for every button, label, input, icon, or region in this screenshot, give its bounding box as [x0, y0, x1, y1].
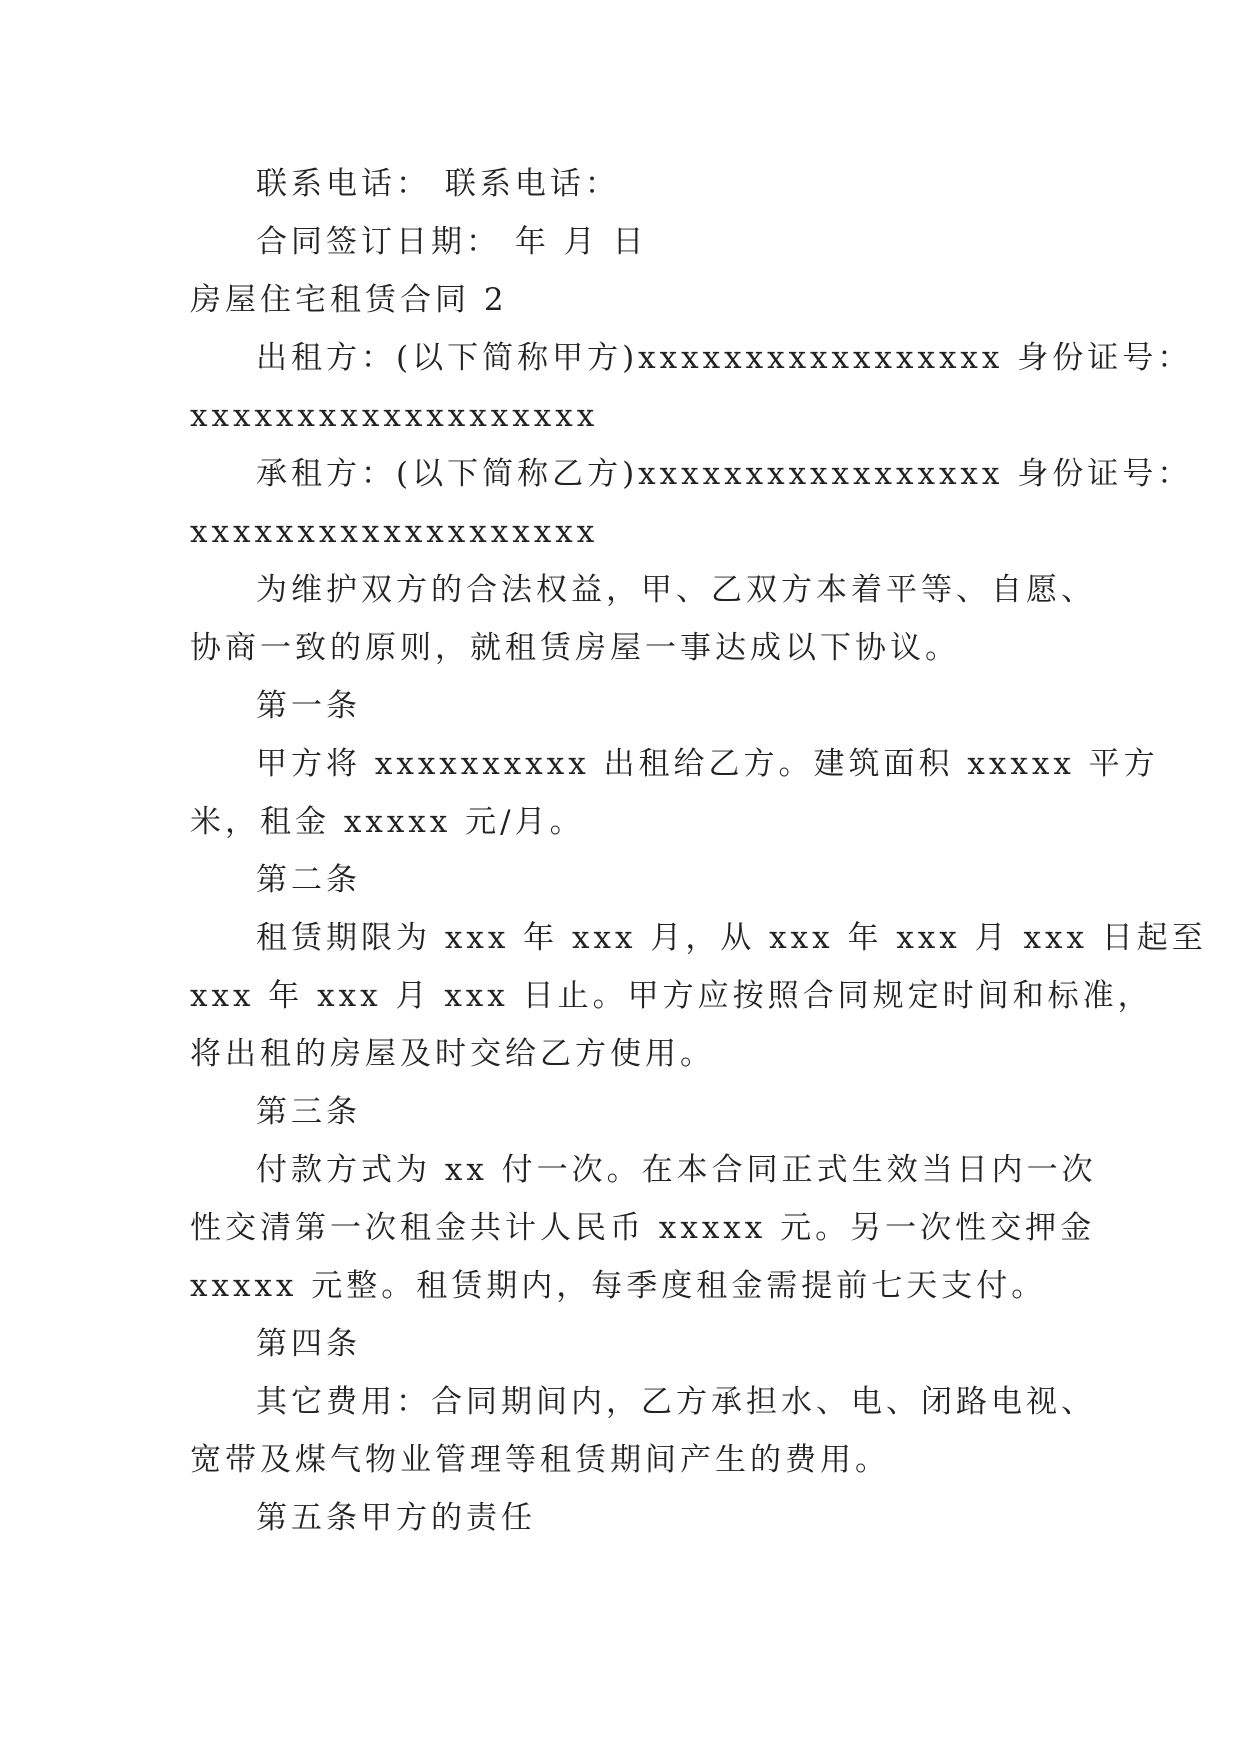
- article-2-heading: 第二条: [256, 862, 361, 898]
- lessor-line: 出租方：(以下简称甲方)xxxxxxxxxxxxxxxxx 身份证号：: [256, 340, 1193, 376]
- preamble-line-2: 协商一致的原则，就租赁房屋一事达成以下协议。: [190, 630, 960, 666]
- article-1-heading: 第一条: [256, 688, 361, 724]
- article-1-line-2: 米，租金 xxxxx 元/月。: [190, 804, 585, 840]
- article-2-line-2: xxx 年 xxx 月 xxx 日止。甲方应按照合同规定时间和标准，: [190, 978, 1153, 1014]
- article-4-heading: 第四条: [256, 1326, 361, 1362]
- lessor-id-line: xxxxxxxxxxxxxxxxxxx: [190, 398, 599, 434]
- contract-title: 房屋住宅租赁合同 2: [190, 282, 508, 318]
- lessee-id-line: xxxxxxxxxxxxxxxxxxx: [190, 514, 599, 550]
- article-3-heading: 第三条: [256, 1094, 361, 1130]
- contract-date-line: 合同签订日期： 年 月 日: [256, 224, 648, 260]
- article-5-heading: 第五条甲方的责任: [256, 1500, 536, 1536]
- article-3-line-3: xxxxx 元整。租赁期内，每季度租金需提前七天支付。: [190, 1268, 1047, 1304]
- article-3-line-1: 付款方式为 xx 付一次。在本合同正式生效当日内一次: [256, 1152, 1097, 1188]
- article-3-line-2: 性交清第一次租金共计人民币 xxxxx 元。另一次性交押金: [190, 1210, 1096, 1246]
- article-4-line-2: 宽带及煤气物业管理等租赁期间产生的费用。: [190, 1442, 890, 1478]
- article-2-line-3: 将出租的房屋及时交给乙方使用。: [190, 1036, 715, 1072]
- document-body: [190, 155, 1207, 1547]
- contact-phone-line: 联系电话： 联系电话：: [256, 166, 620, 202]
- article-4-line-1: 其它费用：合同期间内，乙方承担水、电、闭路电视、: [256, 1384, 1096, 1420]
- preamble-line-1: 为维护双方的合法权益，甲、乙双方本着平等、自愿、: [256, 572, 1096, 608]
- lessee-line: 承租方：(以下简称乙方)xxxxxxxxxxxxxxxxx 身份证号：: [256, 456, 1193, 492]
- article-1-line-1: 甲方将 xxxxxxxxxx 出租给乙方。建筑面积 xxxxx 平方: [256, 746, 1159, 782]
- article-2-line-1: 租赁期限为 xxx 年 xxx 月，从 xxx 年 xxx 月 xxx 日起至: [256, 920, 1207, 956]
